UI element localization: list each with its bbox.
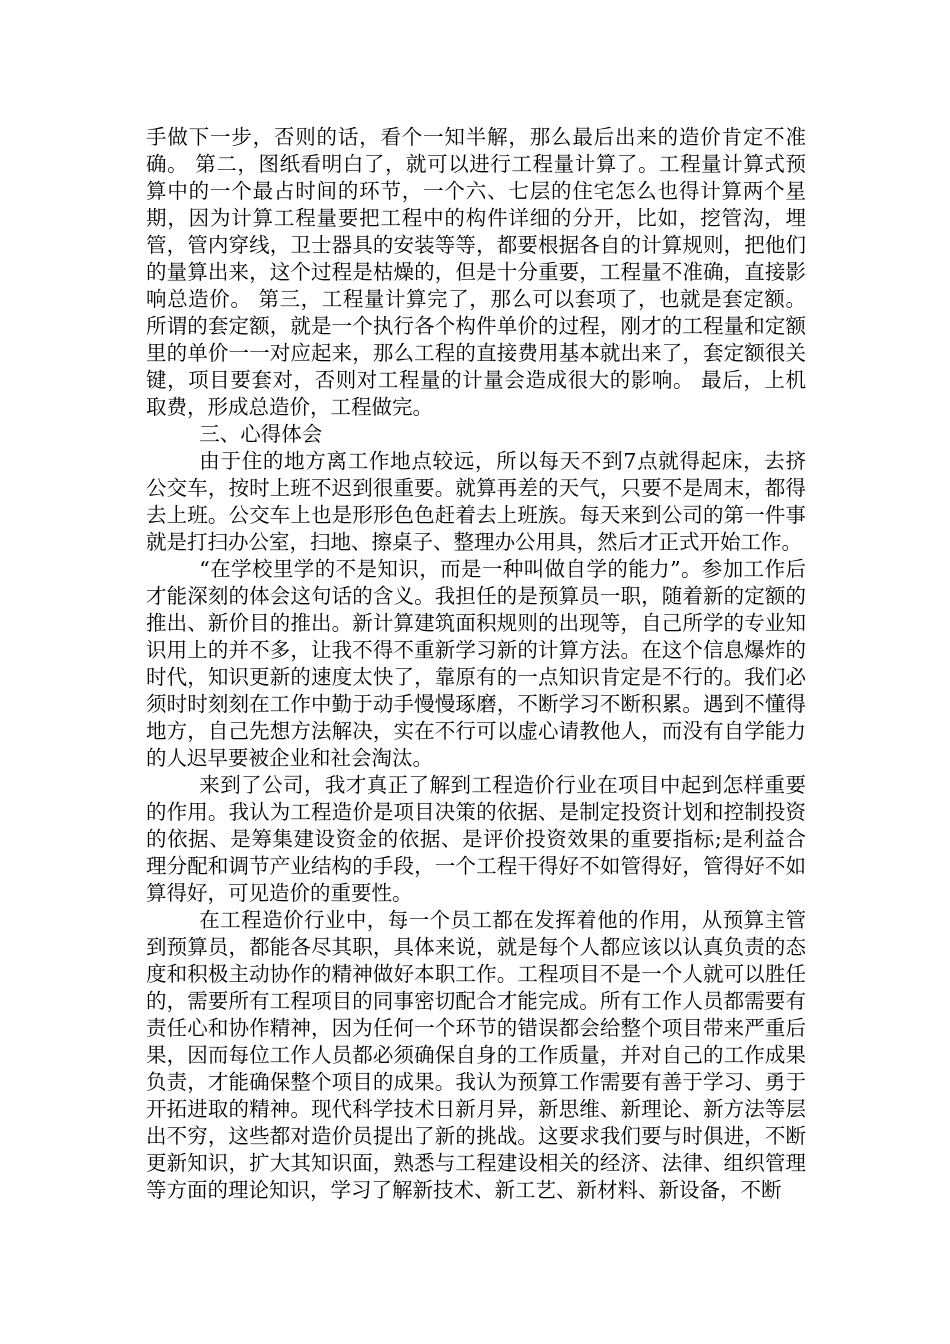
- paragraph-commute: 由于住的地方离工作地点较远，所以每天不到7点就得起床，去挤公交车，按时上班不迟到很重要。就算再差的天气，只要不是周末，都得去上班。公交车上也是形形色色赶着去上班族。每天来到公司的第一件事就是打扫办公室，扫地、擦桌子、整理办公用具，然后才正式开始工作。: [146, 449, 806, 554]
- paragraph-cost-importance: 来到了公司，我才真正了解到工程造价行业在项目中起到怎样重要的作用。我认为工程造价是项目决策的依据、是制定投资计划和控制投资的依据、是筹集建设资金的依据、是评价投资效果的重要指标;是利益合理分配和调节产业结构的手段，一个工程干得好不如管得好，管得好不如算得好，可见造价的重要性。: [146, 773, 806, 905]
- section-heading: 三、心得体会: [199, 422, 323, 446]
- document-page: [146, 124, 806, 1204]
- paragraph-self-learning: “在学校里学的不是知识，而是一种叫做自学的能力”。参加工作后才能深刻的体会这句话的含义。我担任的是预算员一职，随着新的定额的推出、新价目的推出。新计算建筑面积规则的出现等，自己所学的专业知识用上的并不多，让我不得不重新学习新的计算方法。在这个信息爆炸的时代，知识更新的速度太快了，靠原有的一点知识肯定是不行的。我们必须时时刻刻在工作中勤于动手慢慢琢磨，不断学习不断积累。遇到不懂得地方，自己先想方法解决，实在不行可以虚心请教他人，而没有自学能力的人迟早要被企业和社会淘汰。: [146, 557, 806, 770]
- paragraph-teamwork: 在工程造价行业中，每一个员工都在发挥着他的作用，从预算主管到预算员，都能各尽其职，具体来说，就是每个人都应该以认真负责的态度和积极主动协作的精神做好本职工作。工程项目不是一个人就可以胜任的，需要所有工程项目的同事密切配合才能完成。所有工作人员都需要有责任心和协作精神，因为任何一个环节的错误都会给整个项目带来严重后果，因而每位工作人员都必须确保自身的工作质量，并对自己的工作成果负责，才能确保整个项目的成果。我认为预算工作需要有善于学习、勇于开拓进取的精神。现代科学技术日新月异，新思维、新理论、新方法等层出不穷，这些都对造价员提出了新的挑战。这要求我们要与时俱进，不断更新知识，扩大其知识面，熟悉与工程建设相关的经济、法律、组织管理等方面的理论知识，学习了解新技术、新工艺、新材料、新设备，不断: [146, 908, 806, 1202]
- paragraph-continuation: 手做下一步，否则的话，看个一知半解，那么最后出来的造价肯定不准确。 第二，图纸看明白了，就可以进行工程量计算了。工程量计算式预算中的一个最占时间的环节，一个六、七层的住宅怎么也得计算两个星期，因为计算工程量要把工程中的构件详细的分开，比如，挖管沟，埋管，管内穿线，卫士器具的安装等等，都要根据各自的计算规则，把他们的量算出来，这个过程是枯燥的，但是十分重要，工程量不准确，直接影响总造价。 第三，工程量计算完了，那么可以套项了，也就是套定额。所谓的套定额，就是一个执行各个构件单价的过程，刚才的工程量和定额里的单价一一对应起来，那么工程的直接费用基本就出来了，套定额很关键，项目要套对，否则对工程量的计量会造成很大的影响。 最后，上机取费，形成总造价，工程做完。: [146, 125, 806, 419]
